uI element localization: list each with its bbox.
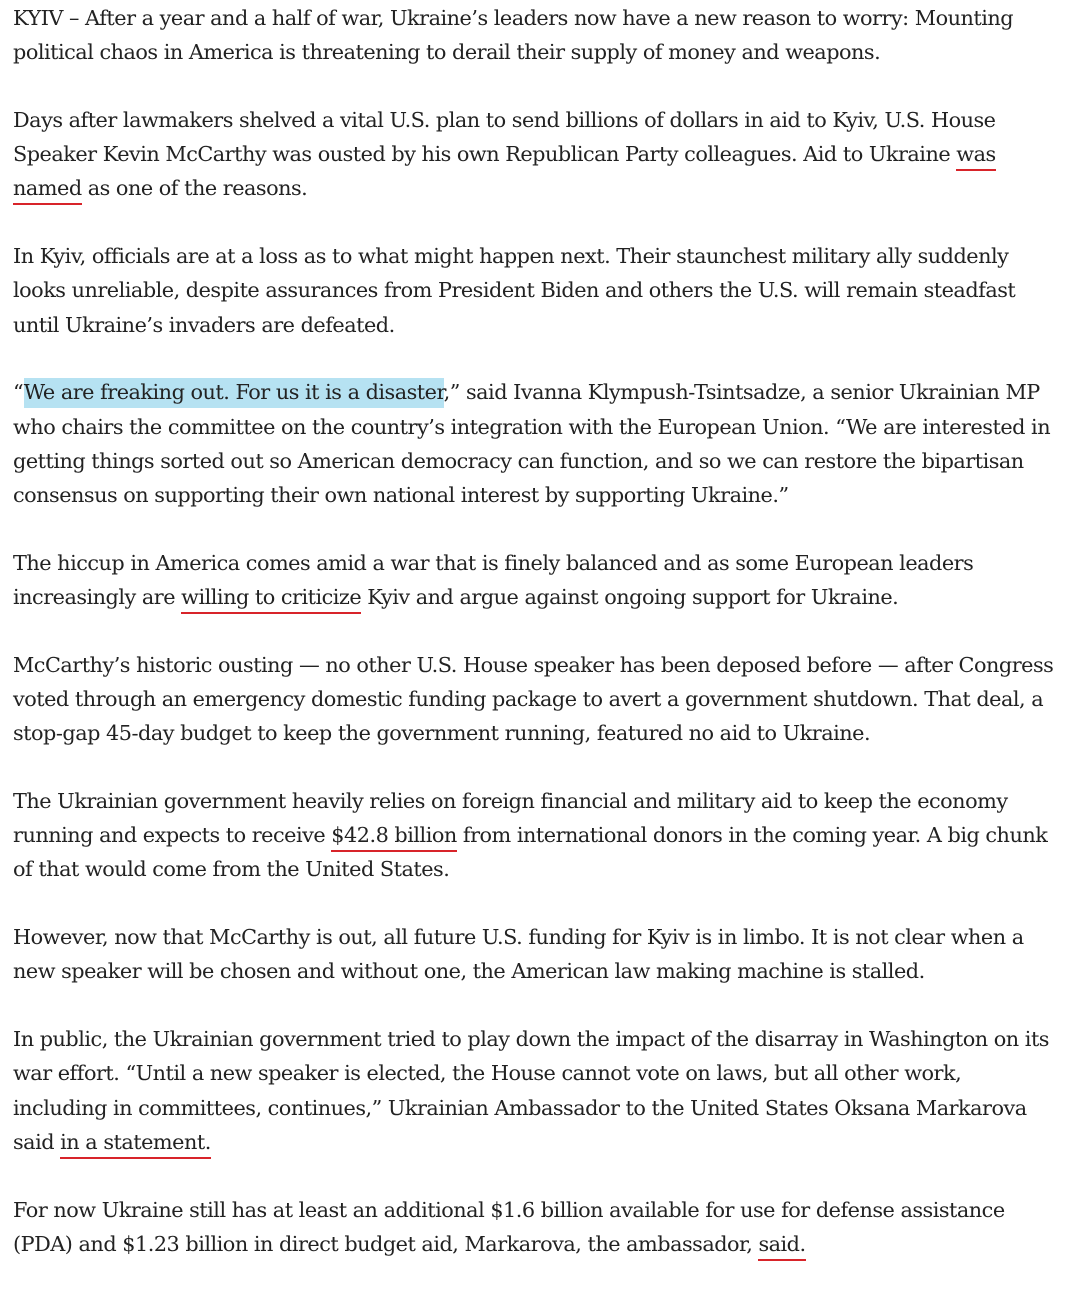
willing-to-criticize-link[interactable]: willing to criticize — [181, 585, 361, 614]
paragraph-hiccup — [13, 546, 1058, 614]
paragraph-text: McCarthy’s historic ousting — no other U.S. House speaker has been deposed before — after Congress voted through an emergency domestic funding package to avert a government shutdown. That deal, a stop-gap 45-day budget to keep the government running, featured no aid to Ukraine. — [13, 652, 1054, 746]
paragraph-text: The Ukrainian government heavily relies on foreign financial and military aid to keep the economy running and expects to receive — [13, 789, 1008, 848]
paragraph-kyiv-officials — [13, 239, 1058, 342]
in-a-statement-link[interactable]: in a statement. — [60, 1130, 211, 1159]
paragraph-limbo — [13, 920, 1058, 988]
paragraph-text: from international donors in the coming year. A big chunk of that would come from the United States. — [13, 823, 1048, 882]
highlighted-quote: We are freaking out. For us it is a disaster — [24, 378, 444, 408]
paragraph-text: Days after lawmakers shelved a vital U.S. plan to send billions of dollars in aid to Kyiv, U.S. House Speaker Kevin McCarthy was ousted by his own Republican Party colleagues. Aid to Ukraine — [13, 108, 996, 167]
paragraph-foreign-aid — [13, 784, 1058, 887]
was-named-link[interactable]: was named — [13, 142, 996, 205]
paragraph-text: Kyiv and argue against ongoing support for Ukraine. — [361, 585, 899, 610]
paragraph-quote — [13, 375, 1058, 512]
said-link[interactable]: said. — [758, 1232, 805, 1261]
article-body — [13, 1, 1058, 1295]
paragraph-text: In public, the Ukrainian government tried to play down the impact of the disarray in Washington on its war effort. “Until a new speaker is elected, the House cannot vote on laws, but all other work, including in committees, continues,” Ukrainian Ambassador to the United States Oksana Markarova said — [13, 1027, 1049, 1154]
paragraph-text: KYIV – After a year and a half of war, Ukraine’s leaders now have a new reason to worry: Mounting political chaos in America is threatening to derail their supply of money and weapons. — [13, 6, 1014, 65]
open-quote: “ — [13, 380, 24, 405]
billion-aid-link[interactable]: $42.8 billion — [331, 823, 456, 852]
paragraph-text: For now Ukraine still has at least an additional $1.6 billion available for use for defense assistance (PDA) and $1.23 billion in direct budget aid, Markarova, the ambassador, — [13, 1197, 1005, 1256]
paragraph-ambassador-statement — [13, 1022, 1058, 1159]
paragraph-historic-ousting — [13, 648, 1058, 751]
paragraph-text: ,” said Ivanna Klympush-Tsintsadze, a senior Ukrainian MP who chairs the committee on the country’s integration with the European Union. “We are interested in getting things sorted out so American democracy can function, and so we can restore the bipartisan consensus on supporting their own national interest by supporting Ukraine.” — [13, 380, 1051, 508]
paragraph-text: However, now that McCarthy is out, all future U.S. funding for Kyiv is in limbo. It is not clear when a new speaker will be chosen and without one, the American law making machine is stalled. — [13, 925, 1024, 984]
paragraph-intro — [13, 1, 1058, 69]
paragraph-text: as one of the reasons. — [81, 176, 308, 201]
paragraph-mccarthy-ousted — [13, 103, 1058, 206]
paragraph-text: The hiccup in America comes amid a war that is finely balanced and as some European leaders increasingly are — [13, 550, 974, 610]
paragraph-text: In Kyiv, officials are at a loss as to what might happen next. Their staunchest military ally suddenly looks unreliable, despite assurances from President Biden and others the U.S. will remain steadfast until Ukraine’s invaders are defeated. — [13, 244, 1016, 337]
paragraph-remaining-funds — [13, 1193, 1058, 1261]
